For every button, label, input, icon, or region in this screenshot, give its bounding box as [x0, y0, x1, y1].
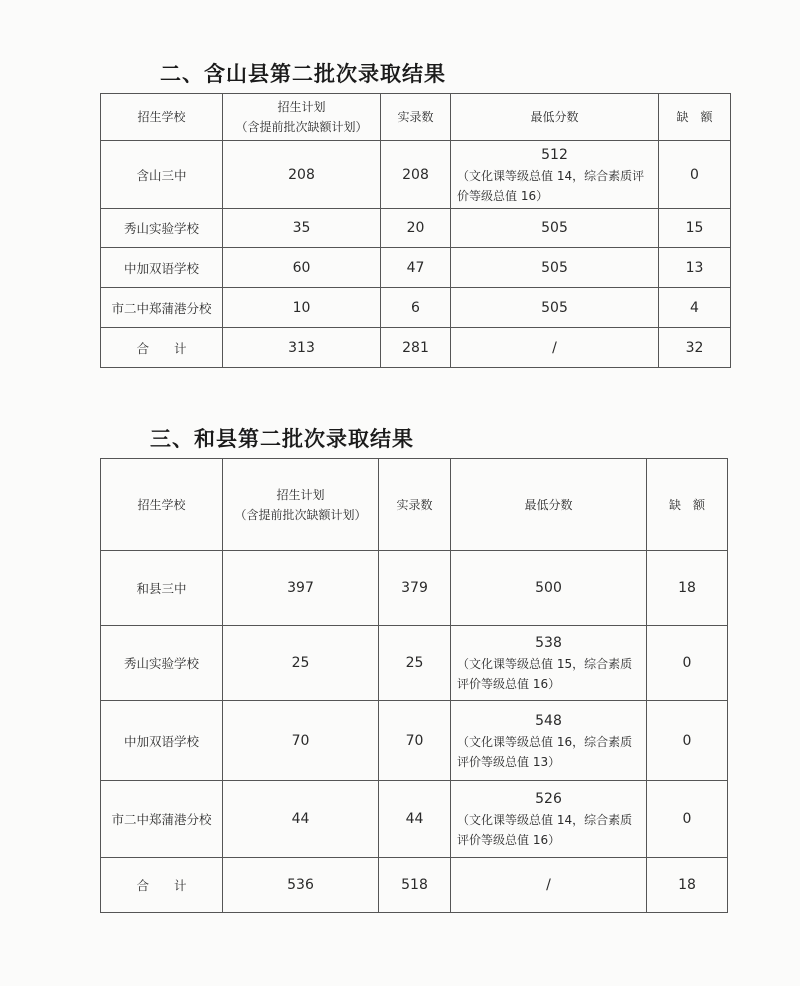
- min-score: 505: [541, 220, 568, 236]
- table-row: [101, 248, 731, 288]
- admitted-count: 379: [379, 551, 451, 626]
- shortfall-count: 15: [659, 209, 731, 248]
- plan-count: 10: [223, 288, 381, 328]
- min-score: 538: [535, 635, 562, 651]
- plan-count: 536: [223, 858, 379, 913]
- total-row: [101, 858, 728, 913]
- school-name: 合 计: [101, 328, 223, 368]
- header-plan-label: 招生计划: [277, 100, 326, 114]
- header-plan-subtitle: （含提前批次缺额计划）: [234, 507, 367, 522]
- table-row: [101, 551, 728, 626]
- school-name: 秀山实验学校: [101, 209, 223, 248]
- min-score-note: （文化课等级总值 16，综合素质评价等级总值 13）: [457, 734, 633, 769]
- min-score-cell: [451, 328, 659, 368]
- min-score: 548: [535, 712, 562, 729]
- header-shortfall: 缺 额: [659, 94, 731, 141]
- admitted-count: 20: [381, 209, 451, 248]
- admitted-count: 25: [379, 626, 451, 701]
- min-score-cell: [451, 858, 647, 913]
- header-min-score: 最低分数: [451, 459, 647, 551]
- table-row: [101, 701, 728, 781]
- min-score-cell: [451, 626, 647, 701]
- min-score-cell: [451, 781, 647, 858]
- min-score-cell: [451, 551, 647, 626]
- min-score-cell: [451, 248, 659, 288]
- school-name: 市二中郑蒲港分校: [101, 288, 223, 328]
- plan-count: 35: [223, 209, 381, 248]
- min-score: 512: [541, 146, 568, 163]
- school-name: 合 计: [101, 858, 223, 913]
- min-score-note: （文化课等级总值 15，综合素质评价等级总值 16）: [457, 657, 633, 691]
- min-score: 500: [535, 580, 562, 596]
- plan-count: 44: [223, 781, 379, 858]
- admitted-count: 47: [381, 248, 451, 288]
- school-name: 中加双语学校: [101, 701, 223, 781]
- min-score-cell: [451, 288, 659, 328]
- min-score-note: （文化课等级总值 14，综合素质评价等级总值 16）: [457, 168, 645, 203]
- admitted-count: 281: [381, 328, 451, 368]
- school-name: 中加双语学校: [101, 248, 223, 288]
- plan-count: 397: [223, 551, 379, 626]
- min-score-cell: [451, 141, 659, 209]
- min-score: 526: [535, 791, 562, 807]
- admitted-count: 6: [381, 288, 451, 328]
- shortfall-count: 4: [659, 288, 731, 328]
- plan-count: 208: [223, 141, 381, 209]
- admitted-count: 518: [379, 858, 451, 913]
- admitted-count: 70: [379, 701, 451, 781]
- min-score: 505: [541, 299, 568, 316]
- section-title-hexian: 三、和县第二批次录取结果: [150, 427, 414, 451]
- shortfall-count: 0: [659, 141, 731, 209]
- min-score: /: [552, 339, 557, 356]
- admitted-count: 44: [379, 781, 451, 858]
- table-row: [101, 626, 728, 701]
- school-name: 含山三中: [101, 141, 223, 209]
- table-row: [101, 781, 728, 858]
- total-row: [101, 328, 731, 368]
- min-score: /: [546, 877, 551, 893]
- header-school: 招生学校: [101, 459, 223, 551]
- shortfall-count: 18: [647, 551, 728, 626]
- hexian-admission-table: [100, 458, 728, 913]
- admitted-count: 208: [381, 141, 451, 209]
- school-name: 秀山实验学校: [101, 626, 223, 701]
- plan-count: 60: [223, 248, 381, 288]
- header-admitted: 实录数: [381, 94, 451, 141]
- school-name: 和县三中: [101, 551, 223, 626]
- table-row: [101, 209, 731, 248]
- header-row: [101, 94, 731, 141]
- plan-count: 313: [223, 328, 381, 368]
- hanshan-admission-table: [100, 93, 731, 368]
- header-school: 招生学校: [101, 94, 223, 141]
- min-score-cell: [451, 209, 659, 248]
- min-score-note: （文化课等级总值 14，综合素质评价等级总值 16）: [457, 813, 633, 847]
- header-row: [101, 459, 728, 551]
- plan-count: 25: [223, 626, 379, 701]
- shortfall-count: 13: [659, 248, 731, 288]
- section-title-hanshan: 二、含山县第二批次录取结果: [160, 62, 446, 86]
- shortfall-count: 32: [659, 328, 731, 368]
- min-score: 505: [541, 259, 568, 276]
- plan-count: 70: [223, 701, 379, 781]
- header-shortfall: 缺 额: [647, 459, 728, 551]
- shortfall-count: 18: [647, 858, 728, 913]
- shortfall-count: 0: [647, 701, 728, 781]
- header-min-score: 最低分数: [451, 94, 659, 141]
- header-plan-label: 招生计划: [276, 487, 325, 502]
- shortfall-count: 0: [647, 781, 728, 858]
- school-name: 市二中郑蒲港分校: [101, 781, 223, 858]
- table-row: [101, 141, 731, 209]
- header-admitted: 实录数: [379, 459, 451, 551]
- header-plan: [223, 459, 379, 551]
- header-plan: [223, 94, 381, 141]
- table-row: [101, 288, 731, 328]
- header-plan-subtitle: （含提前批次缺额计划）: [235, 120, 368, 134]
- min-score-cell: [451, 701, 647, 781]
- shortfall-count: 0: [647, 626, 728, 701]
